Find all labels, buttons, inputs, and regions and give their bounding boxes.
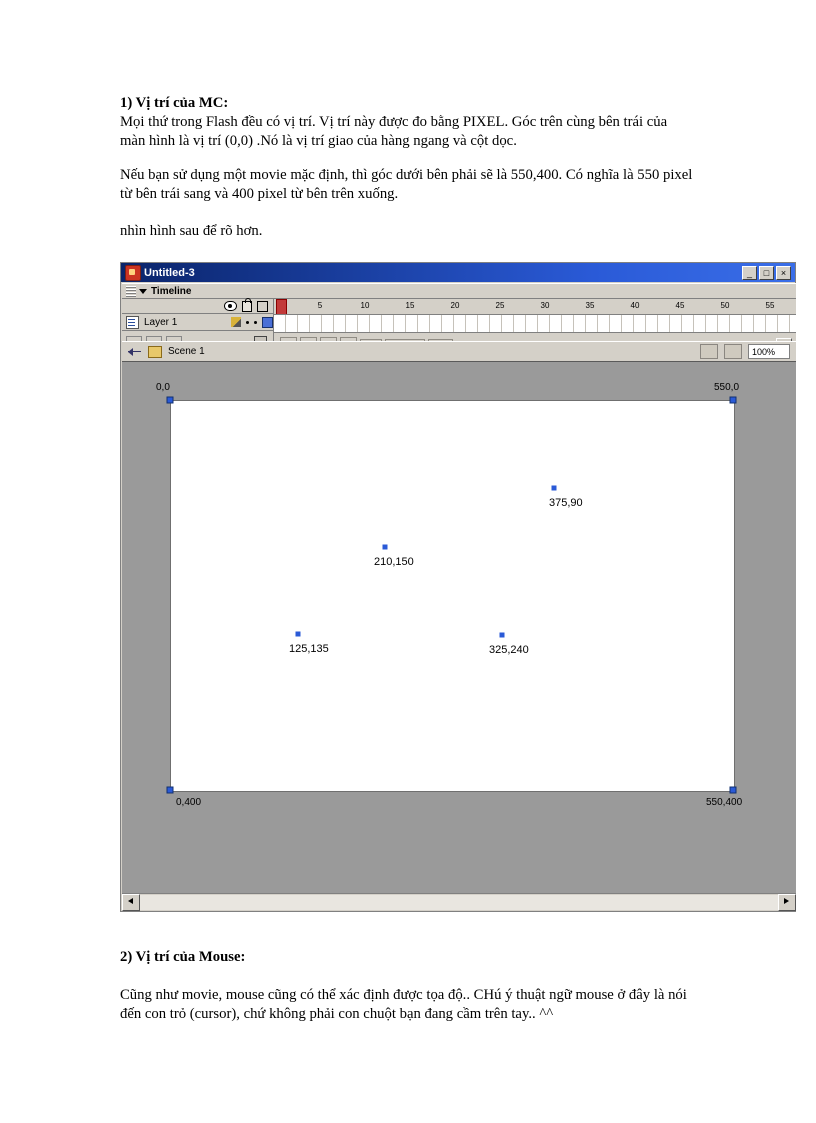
frames-grid[interactable] [274,315,796,333]
layer-row[interactable] [122,314,273,331]
section-1-paragraph-3-wrap [120,222,696,241]
layer-name-label[interactable]: Layer 1 [144,316,178,328]
section-2-heading: 2) Vị trí của Mouse: [120,949,246,965]
layer-color-swatch[interactable] [262,317,273,328]
ruler-tick-10: 10 [360,301,370,310]
stage-handle-bottom-left[interactable] [167,787,174,794]
section-2-paragraph-1: Cũng như movie, mouse cũng có thể xác định được tọa độ.. CHú ý thuật ngữ mouse ở đây là nói đến con trỏ (cursor), chứ không phải con chuột bạn đang cầm trên tay.. ^^ [120,987,687,1022]
horizontal-scrollbar[interactable] [122,893,796,910]
scene-label[interactable]: Scene 1 [168,346,205,357]
layer-header-column [122,299,274,341]
section-1-paragraph-3: nhìn hình sau để rõ hơn. [120,223,263,239]
stage-wrapper [134,372,774,852]
ruler-tick-25: 25 [495,301,505,310]
section-1-paragraph-1: Mọi thứ trong Flash đều có vị trí. Vị trí này được đo bằng PIXEL. Góc trên cùng bên trái của màn hình là vị trí (0,0) .Nó là vị trí giao của hàng ngang và cột dọc. [120,114,668,149]
edit-bar-right [700,344,796,359]
section-1 [120,94,696,151]
edit-symbols-icon[interactable] [724,344,742,359]
close-button[interactable]: × [776,266,791,280]
chevron-down-icon[interactable] [139,289,147,294]
ruler-tick-45: 45 [675,301,685,310]
section-1-paragraph-2-wrap [120,166,696,204]
lock-icon[interactable] [242,301,252,312]
ruler-tick-35: 35 [585,301,595,310]
panel-grip-icon[interactable] [126,286,136,297]
frames-area [274,299,796,341]
eye-icon[interactable] [224,301,237,311]
work-area[interactable] [122,361,796,895]
ruler-tick-20: 20 [450,301,460,310]
layer-icon [126,316,139,329]
zoom-level-field[interactable]: 100% [748,344,790,359]
section-1-paragraph-2: Nếu bạn sử dụng một movie mặc định, thì góc dưới bên phải sẽ là 550,400. Có nghĩa là 550 pixel từ bên trái sang và 400 pixel từ bên trên xuống. [120,167,693,202]
ruler-tick-5: 5 [317,301,323,310]
ruler-tick-40: 40 [630,301,640,310]
ruler-tick-50: 50 [720,301,730,310]
stage-point-marker [383,545,388,550]
back-arrow-icon[interactable] [128,347,142,357]
stage-point-label: 125,135 [289,643,329,655]
timeline-ruler[interactable] [274,299,796,315]
section-1-heading: 1) Vị trí của MC: [120,95,229,111]
timeline-panel-label: Timeline [151,286,192,297]
stage-handle-bottom-right[interactable] [730,787,737,794]
stage-point-marker [500,633,505,638]
stage-handle-top-left[interactable] [167,397,174,404]
stage-label-bottom-right: 550,400 [706,797,743,808]
stage-handle-top-right[interactable] [730,397,737,404]
lock-dot-icon[interactable] [254,321,257,324]
section-2-paragraph-wrap [120,986,696,1024]
pencil-icon [231,317,241,327]
scroll-left-button[interactable] [122,894,140,911]
stage-point-label: 325,240 [489,644,529,656]
ruler-tick-15: 15 [405,301,415,310]
scrollbar-track[interactable] [140,895,778,910]
window-titlebar[interactable] [121,263,795,282]
stage[interactable] [170,400,735,792]
timeline-body [122,298,796,341]
stage-point-label: 210,150 [374,556,414,568]
section-2 [120,948,696,967]
flash-document-icon [125,265,141,281]
window-title: Untitled-3 [144,266,195,279]
stage-point-label: 375,90 [549,497,583,509]
stage-point-marker [552,486,557,491]
timeline-panel-header[interactable] [122,283,796,299]
stage-point-marker [296,632,301,637]
ruler-tick-55: 55 [765,301,775,310]
scroll-right-button[interactable] [778,894,796,911]
minimize-button[interactable]: _ [742,266,757,280]
maximize-button[interactable]: □ [759,266,774,280]
stage-label-top-right: 550,0 [714,382,740,393]
edit-bar [122,341,796,361]
layer-column-icons [122,299,273,314]
scene-icon [148,346,162,358]
outline-square-icon[interactable] [257,301,268,312]
edit-scene-icon[interactable] [700,344,718,359]
flash-application-window [120,262,796,912]
playhead[interactable] [276,299,287,315]
stage-label-top-left: 0,0 [156,382,170,393]
window-controls [742,266,793,280]
visibility-dot-icon[interactable] [246,321,249,324]
ruler-tick-30: 30 [540,301,550,310]
stage-label-bottom-left: 0,400 [176,797,202,808]
